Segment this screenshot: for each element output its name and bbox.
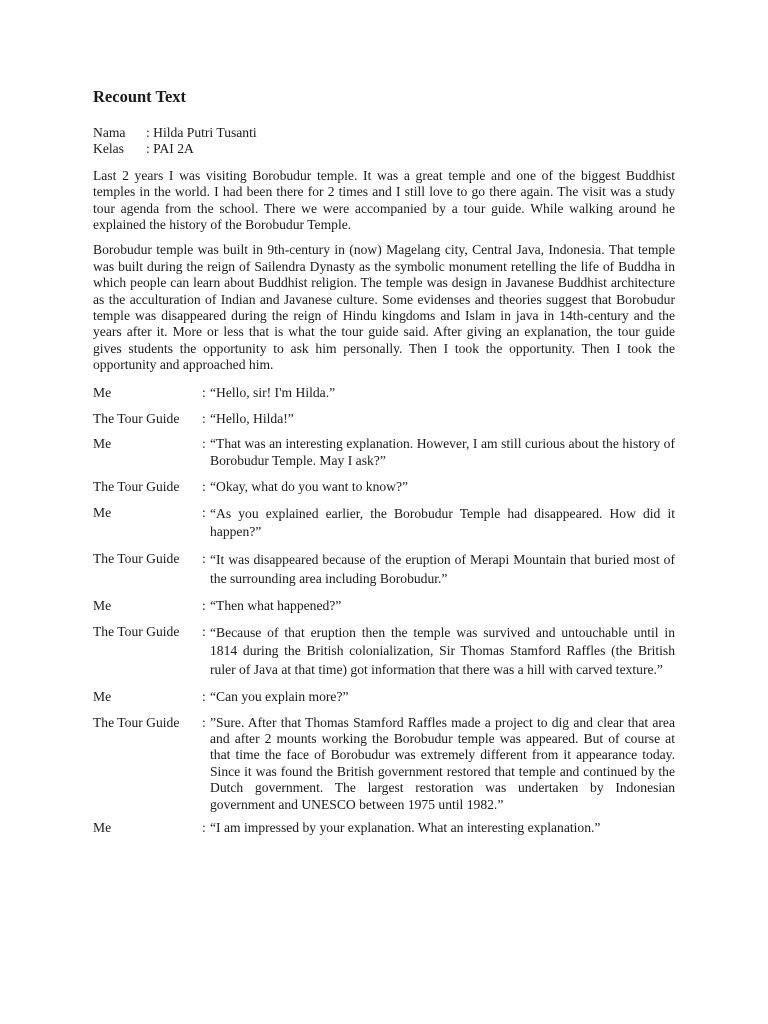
dialogue-line: “Hello, Hilda!” bbox=[210, 410, 294, 426]
speaker-colon: : bbox=[202, 436, 206, 452]
dialogue-line: “Because of that eruption then the temple was survived and untouchable until in 1814 during the British colonialization, Sir Thomas Stamford Raffles (the British ruler of Java at that time) got information that there was a hill with carved texture.” bbox=[210, 624, 675, 677]
dialogue-row bbox=[93, 505, 675, 542]
paragraph-history: Borobudur temple was built in 9th-century in (now) Magelang city, Central Java, Indonesia. That temple was built during the reign of Sailendra Dynasty as the symbolic monument retelling the life of Buddha in which people can learn about Buddhist religion. The temple was design in Javanese Buddhist architecture as the acculturation of Indian and Javanese culture. Some evidenses and theories suggest that Borobudur temple was disappeared during the reign of Hindu kingdoms and Islam in java in 14th-century and the years after it. More or less that is what the tour guide said. After giving an explanation, the tour guide gives students the opportunity to ask him personally. Then I took the opportunity. Then I took the opportunity and approached him. bbox=[93, 242, 675, 373]
speaker-colon: : bbox=[202, 714, 206, 730]
dialogue-line: ”Sure. After that Thomas Stamford Raffles made a project to dig and clear that area and after 2 mounts working the Borobudur temple was appeared. But of course at that time the face of Borobudur was extremely different from it appearance today. Since it was found the British government restored that temple and continued by the Dutch government. The largest restoration was undertaken by Indonesian government and UNESCO between 1975 until 1982.” bbox=[210, 714, 675, 812]
speaker-colon: : bbox=[202, 551, 206, 567]
dialogue-line: “Okay, what do you want to know?” bbox=[210, 478, 409, 494]
speaker-colon: : bbox=[202, 597, 206, 613]
document-page bbox=[93, 87, 675, 846]
dialogue-row bbox=[93, 820, 675, 836]
dialogue-row bbox=[93, 436, 675, 469]
dialogue-line: “I am impressed by your explanation. What an interesting explanation.” bbox=[210, 819, 601, 835]
speaker-name: The Tour Guide bbox=[93, 714, 180, 730]
dialogue-row bbox=[93, 411, 675, 427]
paragraph-orientation: Last 2 years I was visiting Borobudur temple. It was a great temple and one of the biggest Buddhist temples in the world. I had been there for 2 times and I still love to go there again. The visit was a study tour agenda from the school. There we were accompanied by a tour guide. While walking around he explained the history of the Borobudur Temple. bbox=[93, 167, 675, 232]
speaker-name: The Tour Guide bbox=[93, 410, 180, 426]
speaker-colon: : bbox=[202, 384, 206, 400]
speaker-name: Me bbox=[93, 819, 112, 835]
dialogue-row bbox=[93, 551, 675, 588]
dialogue-row bbox=[93, 385, 675, 401]
dialogue-line: “Can you explain more?” bbox=[210, 688, 349, 704]
speaker-colon: : bbox=[202, 688, 206, 704]
speaker-colon: : bbox=[202, 819, 206, 835]
speaker-name: The Tour Guide bbox=[93, 478, 180, 494]
dialogue-line: “Hello, sir! I'm Hilda.” bbox=[210, 384, 336, 400]
dialogue-line: “As you explained earlier, the Borobudur Temple had disappeared. How did it happen?” bbox=[210, 505, 675, 540]
meta-value: : PAI 2A bbox=[146, 141, 194, 157]
speaker-name: Me bbox=[93, 504, 112, 520]
speaker-name: Me bbox=[93, 384, 112, 400]
dialogue-row bbox=[93, 689, 675, 705]
document-title: Recount Text bbox=[93, 87, 187, 106]
speaker-colon: : bbox=[202, 478, 206, 494]
meta-label: Nama bbox=[93, 125, 126, 140]
dialogue-line: “Then what happened?” bbox=[210, 597, 342, 613]
dialogue-line: “It was disappeared because of the eruption of Merapi Mountain that buried most of the surrounding area including Borobudur.” bbox=[210, 552, 675, 586]
meta-row-class bbox=[93, 141, 675, 157]
speaker-name: Me bbox=[93, 688, 112, 704]
meta-row-name bbox=[93, 125, 675, 141]
speaker-name: Me bbox=[93, 597, 112, 613]
speaker-colon: : bbox=[202, 623, 206, 639]
meta-label: Kelas bbox=[93, 141, 124, 157]
dialogue-line: “That was an interesting explanation. However, I am still curious about the history of Borobudur Temple. May I ask?” bbox=[210, 436, 675, 468]
dialogue-row bbox=[93, 598, 675, 614]
speaker-name: The Tour Guide bbox=[93, 623, 180, 639]
dialogue-row bbox=[93, 479, 675, 495]
speaker-name: The Tour Guide bbox=[93, 551, 180, 567]
dialogue bbox=[93, 385, 675, 837]
dialogue-row bbox=[93, 624, 675, 680]
author-info bbox=[93, 125, 675, 158]
speaker-colon: : bbox=[202, 504, 206, 520]
dialogue-row bbox=[93, 715, 675, 813]
speaker-name: Me bbox=[93, 436, 112, 452]
speaker-colon: : bbox=[202, 410, 206, 426]
meta-value: : Hilda Putri Tusanti bbox=[146, 125, 257, 140]
